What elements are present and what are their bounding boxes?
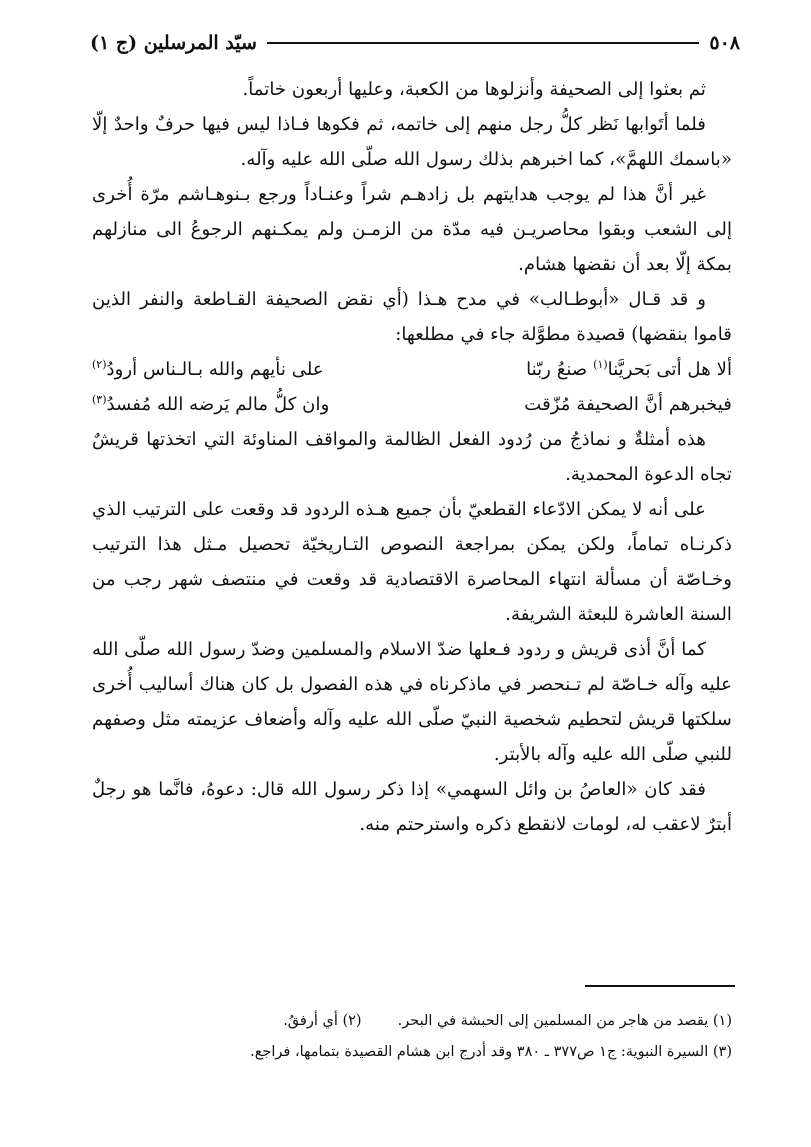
header-rule xyxy=(267,42,699,44)
verse-text: على نأيهم والله بـالـناس أرودُ xyxy=(106,359,324,380)
footnote-3: (٣) السيرة النبوية: ج١ ص٣٧٧ ـ ٣٨٠ وقد أدرج ابن هشام القصيدة بتمامها، فراجع. xyxy=(250,1044,732,1060)
verse-first-hemistich: فيخبرهم أنَّ الصحيفة مُزّقت xyxy=(524,394,732,415)
footnote-2: (٢) أي أرفقُ. xyxy=(283,1013,362,1029)
verse-first-hemistich xyxy=(526,352,732,387)
verse-text: ألا هل أتى بَحريَّنا xyxy=(607,359,732,380)
footnote-ref: (١) xyxy=(593,357,608,371)
paragraph: هذه أمثلةٌ و نماذجُ من رُدود الفعل الظالمة والمواقف المناوئة التي اتخذتها قريشٌ تجاه الدعوة المحمدية. xyxy=(92,429,732,485)
poem-verse xyxy=(92,352,732,387)
poem-verse xyxy=(92,387,732,422)
paragraph: فقد كان «العاصُ بن وائل السهمي» إذا ذكر رسول الله قال: دعوهُ، فانَّما هو رجلٌ أبترٌ لاعقب له، لومات لانقطع ذكره واسترحتم منه. xyxy=(92,779,732,835)
paragraph: ثم بعثوا إلى الصحيفة وأنزلوها من الكعبة، وعليها أربعون خاتماً. xyxy=(242,79,706,100)
paragraph: غير أنَّ هذا لم يوجب هدايتهم بل زادهـم شراً وعنـاداً ورجع بـنوهـاشم مرّة أُخرى إلى الشعب وبقوا محاصريـن فيه مدّة من الزمـن ولم يمكـنهم الرجوعُ الى منازلهم بمكة إلّا بعد أن نقضها هشام. xyxy=(92,184,732,275)
paragraph: و قد قـال «أبوطـالب» في مدح هـذا (أي نقض الصحيفة القـاطعة والنفر الذين قاموا بنقضها) قصيدة مطوَّلة جاء في مطلعها: xyxy=(92,289,732,345)
main-text xyxy=(92,72,732,842)
footnote-1: (١) يقصد من هاجر من المسلمين إلى الحبشة في البحر. xyxy=(397,1013,732,1029)
page-header xyxy=(90,28,740,58)
page-number: ٥٠٨ xyxy=(709,32,740,54)
verse-second-hemistich xyxy=(92,387,329,422)
paragraph: فلما أتَوابها نَظر كلُّ رجل منهم إلى خاتمه، ثم فكوها فـاذا ليس فيها حرفٌ واحدٌ إلّا «باسمك اللهمَّ»، كما اخبرهم بذلك رسول الله صلّى الله عليه وآله. xyxy=(92,114,732,170)
paragraph: على أنه لا يمكن الادّعاء القطعيّ بأن جميع هـذه الردود قد وقعت على الترتيب الذي ذكرنـاه تماماً، ولكن يمكن بمراجعة النصوص التـاريخيّة تحصيل مـثل هذا الترتيب وخـاصّة أن مسألة انتهاء المحاصرة الاقتصادية قد وقعت في منتصف شهر رجب من السنة العاشرة للبعثة الشريفة. xyxy=(92,499,732,625)
footnotes xyxy=(92,1006,732,1068)
footnote-ref: (٣) xyxy=(92,392,107,406)
footnote-row xyxy=(92,1006,732,1037)
running-title: سيّد المرسلين (ج ١) xyxy=(90,32,257,54)
footnote-ref: (٢) xyxy=(92,357,107,371)
verse-text: صنعُ ربّنا xyxy=(526,359,594,380)
paragraph: كما أنَّ أذى قريش و ردود فـعلها ضدّ الاسلام والمسلمين وضدّ رسول الله صلّى الله عليه وآله خـاصّة لم تـنحصر في ماذكرناه في هذه الفصول بل كان هناك أساليب أُخرى سلكتها قريش لتحطيم شخصية النبيّ صلّى الله عليه وآله وأضعاف عزيمته مثل وصفهم للنبي صلّى الله عليه وآله بالأبتر. xyxy=(92,639,732,765)
footnote-divider xyxy=(585,985,735,987)
verse-second-hemistich xyxy=(92,352,324,387)
verse-text: وان كلُّ مالم يَرضه الله مُفسدُ xyxy=(106,394,330,415)
